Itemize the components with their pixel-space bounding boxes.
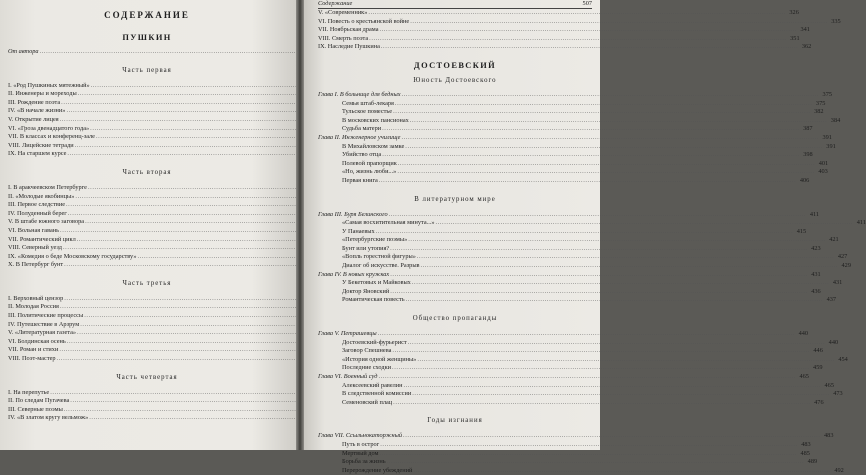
toc-entry-page: 473 [833,390,843,398]
toc-entry-page: 391 [826,142,836,150]
toc-entry-label: От автора [8,48,39,55]
toc-entry-page: 391 [822,133,832,141]
toc-entry-page: 485 [800,449,810,457]
toc-entry [318,440,811,450]
toc-entry [318,355,848,365]
toc-entry-page: 341 [800,26,810,34]
toc-entry-page: 406 [799,176,810,184]
toc-entry [318,373,809,382]
toc-entry-label: «Петербургские поэмы» [342,236,408,244]
part-heading: Часть вторая [122,168,172,176]
toc-entry-page: 431 [811,270,821,278]
toc-entry [318,466,844,475]
toc-entry [8,227,286,236]
toc-entry [318,338,839,348]
toc-entry [318,159,829,169]
toc-entry-label: «Но, жизнь люби...» [342,168,397,176]
toc-entry [8,210,286,219]
toc-entry [8,193,286,202]
toc-entry-label: IV. Полуденный берег [8,209,67,217]
toc-entry [318,151,813,160]
toc-entry-page: 483 [824,432,834,440]
toc-title: СОДЕРЖАНИЕ [104,10,190,20]
toc-entry [318,133,832,143]
toc-entry-page: 384 [830,116,841,124]
toc-entry-page: 427 [837,253,848,261]
toc-entry-page: 459 [813,364,823,372]
toc-entry [8,389,286,398]
toc-entry-label: Диалог об искусстве. Разрыв [342,262,420,270]
toc-entry-label: В московских пансионах [342,116,409,124]
toc-entry-label: VI. «Гроза двенадцатого года» [8,124,90,132]
toc-entry [318,43,812,52]
toc-entry-page: 436 [811,287,821,295]
toc-entry [318,296,837,305]
toc-entry-label: VIII. Смерть поэта [318,34,369,42]
toc-entry [318,17,841,27]
toc-entry [318,381,834,391]
toc-entry-label: У Бекетовых и Майковых [342,279,411,287]
toc-entry-label: V. «Литературная газета» [8,329,77,337]
toc-entry-label: «Самая восхитительная минута...» [342,219,435,227]
toc-entry-page: 375 [822,90,832,98]
right-page [304,0,866,474]
toc-entry-label: I. В аракчеевском Петербурге [8,183,87,191]
toc-entry-label: Убийство отца [342,151,382,159]
toc-entry-label: Мертвый дом [342,449,379,457]
toc-entry-label: Романтическая повесть [342,296,405,304]
toc-entry [318,279,843,288]
toc-entry [318,458,818,467]
toc-entry-label: I. «Род Пушкиных мятежный» [8,81,90,89]
toc-entry-page: 454 [838,355,848,363]
toc-entry-label: Полевой прапорщик [342,159,397,167]
toc-entry-label: Глава VI. Военный суд [318,373,378,380]
toc-entry-label: VIII. Северный уезд [8,244,62,252]
toc-entry-label: Семья штаб-лекаря [342,99,394,107]
toc-entry-label: Судьба матери [342,125,382,133]
toc-entry [318,236,839,245]
toc-entry-page: 351 [790,34,800,42]
toc-entry-label: III. Рождение поэта [8,98,61,106]
toc-entry-page: 362 [801,43,812,51]
toc-entry-page: 375 [815,99,826,107]
toc-entry-label: «История одной женщины» [342,355,417,363]
toc-entry-page: 415 [796,227,807,235]
toc-entry [318,176,810,186]
toc-entry-page: 440 [798,330,809,338]
toc-entry-page: 446 [813,347,823,355]
toc-entry-page: 421 [829,236,839,244]
toc-entry [318,168,828,177]
toc-entry-label: X. В Петербург бунт [8,261,64,269]
toc-entry-page: 411 [856,219,866,227]
toc-entry [318,244,821,254]
toc-entry-label: I. На перепутье [8,388,50,396]
toc-entry [8,99,286,108]
toc-entry-label: III. Политические процессы [8,312,84,320]
toc-entry-label: IX. Наследие Пушкина [318,43,380,51]
section-heading: Общество пропаганды [412,315,498,323]
toc-entry-page: 437 [826,296,837,304]
toc-entry-label: III. Северные поэмы [8,405,63,413]
toc-entry [318,34,800,44]
toc-entry [8,329,286,338]
toc-entry-page: 411 [809,210,820,218]
toc-entry [8,125,286,134]
toc-entry-label: VIII. Поэт-мастер [8,355,56,363]
toc-entry-label: Семеновский плац [342,398,393,406]
toc-entry-label: В следственной комиссии [342,390,412,398]
toc-entry [318,347,823,356]
toc-entry [8,116,286,125]
toc-entry-page: 489 [807,458,818,466]
toc-entry [8,90,286,99]
running-head-page: 507 [582,0,592,7]
running-head-label: Содержание [318,0,353,7]
toc-entry [318,253,848,262]
toc-entry [318,142,836,152]
toc-entry-label: VII. Романтический цикл [8,235,76,243]
toc-entry-label: Путь в острог [342,440,380,448]
toc-entry [8,253,286,262]
toc-entry-label: II. «Молодые якобинцы» [8,192,75,200]
toc-entry-label: Глава V. Петрашевцы [318,330,377,338]
toc-entry [318,9,799,18]
toc-entry [318,227,807,237]
toc-entry [318,116,841,126]
toc-entry-page: 483 [801,440,811,448]
toc-entry-label: VI. Болдинская осень [8,337,66,345]
toc-entry [318,125,813,134]
toc-entry-label: II. Инженеры и мореходы [8,90,77,98]
toc-entry [318,262,851,271]
toc-entry [318,364,823,373]
book-gutter [296,0,304,450]
toc-entry-page: 465 [799,373,809,380]
toc-entry-page: 465 [824,381,834,389]
toc-entry [318,287,821,297]
section-heading: Юность Достоевского [413,76,497,84]
toc-entry [318,219,866,228]
toc-entry [8,414,286,423]
section-heading: В литературном мире [414,195,496,203]
toc-entry-label: V. Открытие лицея [8,115,59,123]
toc-entry [8,295,286,304]
toc-entry [8,397,286,406]
toc-entry-label: Заговор Спешнева [342,347,392,355]
toc-entry-label: II. Молодая Россия [8,303,59,311]
part-heading: Часть четвертая [116,373,178,381]
toc-entry-page: 398 [803,151,813,159]
toc-entry [8,355,286,364]
part-heading: Часть третья [122,279,172,287]
toc-entry-label: Достоевский-фурьерист [342,338,407,346]
toc-entry-label: Глава IV. В новых кружках [318,270,390,278]
toc-entry [318,330,809,339]
toc-entry [8,236,286,245]
toc-entry [8,406,286,415]
toc-entry-label: Борьба за жизнь [342,458,386,466]
toc-entry [318,90,832,100]
toc-entry [8,244,286,253]
toc-entry-label: I. Верховный цензор [8,294,64,302]
toc-entry [8,150,286,159]
toc-entry [8,82,286,91]
toc-entry-page: 401 [818,159,829,167]
toc-entry-page: 476 [814,398,824,406]
right-page-content [318,0,866,475]
toc-entry-page: 492 [834,466,844,474]
left-page-content [8,0,286,423]
toc-entry-label: IX. На старшем курсе [8,150,67,158]
left-page [0,0,296,450]
toc-entry-label: IV. «В златом кругу вельмож» [8,414,89,422]
toc-entry-label: Бунт или утопия? [342,244,390,252]
toc-entry [318,398,824,408]
author-heading: ДОСТОЕВСКИЙ [413,60,497,70]
toc-entry-label: V. «Современник» [318,9,368,16]
toc-entry [8,303,286,312]
toc-entry [8,338,286,347]
toc-entry-label: Алексеевский равелин [342,381,403,389]
section-heading: Годы изгнания [427,417,483,425]
toc-entry-page: 429 [841,262,851,270]
toc-entry [8,261,286,270]
toc-entry [318,99,826,109]
toc-entry-label: VI. Вольная гавань [8,226,60,234]
toc-entry-label: Доктор Яновский [342,287,390,295]
toc-entry [8,142,286,151]
toc-entry-label: «Вопль горестной фигуры» [342,253,416,261]
toc-entry [318,26,810,35]
toc-entry [8,133,286,142]
toc-entry-page: 423 [811,244,821,252]
toc-entry [8,48,286,57]
toc-entry [8,312,286,321]
running-head [318,0,592,9]
toc-entry-label: IX. «Комедия о беде Московскому государству» [8,252,137,260]
toc-entry [8,218,286,227]
toc-entry-page: 335 [831,17,841,25]
toc-entry-label: VII. В классах и конференц-зале [8,133,95,141]
toc-entry [8,107,286,116]
toc-entry [8,184,286,193]
toc-entry-label: VI. Повесть о крестьянской войне [318,17,410,25]
toc-entry [8,201,286,210]
toc-entry [318,270,821,280]
toc-entry-label: VII. Ноябрьская драма [318,26,379,34]
toc-entry-page: 387 [803,125,813,133]
toc-entry-label: В Михайловском замке [342,142,405,150]
toc-entry [8,321,286,330]
part-heading: Часть первая [122,66,172,74]
toc-entry-label: Глава III. Буря Белинского [318,210,388,218]
toc-entry [318,108,824,117]
toc-entry-label: У Панаевых [342,227,375,235]
author-heading: ПУШКИН [122,33,172,42]
toc-entry-label: VIII. Лицейские тетради [8,141,74,149]
toc-entry-label: IV. Путешествие в Арзрум [8,320,80,328]
toc-entry [318,449,810,459]
toc-entry-page: 431 [832,279,843,287]
toc-entry-label: Первая книга [342,176,378,184]
toc-entry-label: IV. «В начале жизни» [8,107,66,115]
toc-entry-label: II. По следам Пугачева [8,397,70,405]
toc-entry-page: 326 [789,9,799,16]
toc-entry-label: VII. Роман и стихи [8,346,59,354]
toc-entry [318,210,820,220]
toc-entry-page: 403 [818,168,828,176]
toc-entry [318,432,834,441]
toc-entry-page: 440 [828,338,839,346]
toc-entry-label: Глава II. Инженерное училище [318,133,401,141]
toc-entry-label: Тульское поместье [342,108,393,116]
toc-entry-label: Глава I. В больнице для бедных [318,90,401,98]
toc-entry-label: Глава VII. Ссыльнокаторжный [318,432,403,440]
toc-entry-label: Последние сходки [342,364,392,372]
toc-entry-page: 382 [814,108,824,116]
toc-entry [318,390,843,399]
toc-entry-label: Перерождение убеждений [342,466,413,474]
toc-entry-label: V. В штабе южного заговора [8,218,85,226]
toc-entry-label: III. Первое следствие [8,201,65,209]
toc-entry [8,346,286,355]
